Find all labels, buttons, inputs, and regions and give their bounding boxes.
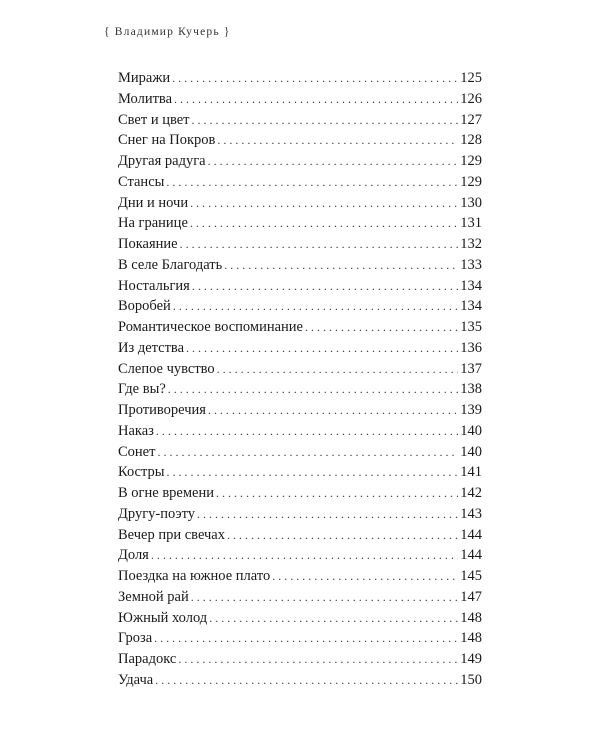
toc-entry-title: Ностальгия [118,277,190,294]
toc-entry [118,504,482,525]
toc-entry-page: 139 [460,402,482,418]
toc-entry-title: Наказ [118,422,154,439]
toc-entry [118,649,482,670]
toc-entry [118,193,482,214]
toc-dot-leader [180,234,459,255]
toc-dot-leader [151,545,458,566]
toc-dot-leader [224,255,458,276]
toc-entry-page: 144 [460,526,482,543]
toc-entry-page: 147 [460,588,482,605]
running-header: { Владимир Кучерь } [104,26,231,38]
toc-entry-title: Другу-поэту [118,505,196,522]
toc-entry [118,68,482,89]
toc-entry-title: Снег на Покров [118,132,216,149]
toc-dot-leader [172,68,458,89]
toc-entry [118,110,482,131]
toc-entry [118,89,482,110]
toc-entry-page: 136 [460,339,482,356]
toc-entry-title: В огне времени [118,485,214,501]
toc-entry-page: 135 [460,319,482,335]
toc-entry-title: Другая радуга [118,153,206,169]
toc-dot-leader [227,525,458,546]
toc-entry [118,566,482,587]
toc-entry-title: Земной рай [118,588,189,605]
toc-dot-leader [173,296,458,317]
toc-entry-page: 140 [460,443,482,460]
toc-dot-leader [168,379,458,400]
toc-entry-page: 137 [460,360,482,377]
toc-dot-leader [272,566,458,587]
toc-entry-title: Романтическое воспоминание [118,319,303,335]
toc-dot-leader [208,151,459,172]
toc-dot-leader [192,110,459,131]
toc-dot-leader [192,276,458,297]
toc-entry-page: 144 [460,547,482,564]
toc-entry-title: Стансы [118,173,165,190]
toc-entry-title: Гроза [118,630,153,647]
toc-entry-page: 141 [460,464,482,481]
toc-entry-title: Доля [118,547,149,564]
toc-dot-leader [156,421,458,442]
toc-entry [118,130,482,151]
table-of-contents [118,68,482,691]
toc-entry-title: Парадокс [118,651,177,667]
toc-entry [118,234,482,255]
toc-entry-title: В селе Благодать [118,256,223,273]
toc-entry-title: Слепое чувство [118,360,215,377]
toc-dot-leader [190,213,458,234]
toc-entry [118,628,482,649]
toc-entry-page: 140 [460,422,482,439]
toc-dot-leader [155,670,458,691]
toc-dot-leader [166,172,458,193]
toc-entry-page: 129 [460,153,482,169]
toc-entry-page: 150 [460,671,482,688]
toc-entry [118,338,482,359]
toc-entry [118,608,482,629]
toc-entry-page: 130 [460,194,482,211]
toc-entry-title: Миражи [118,70,171,86]
toc-entry-title: Удача [118,671,154,688]
toc-entry [118,400,482,421]
toc-entry-title: Свет и цвет [118,111,190,128]
toc-entry [118,359,482,380]
toc-entry-page: 142 [460,485,482,501]
toc-entry-title: Вечер при свечах [118,526,225,543]
toc-entry [118,296,482,317]
toc-entry-page: 138 [460,381,482,398]
toc-entry [118,172,482,193]
toc-entry [118,276,482,297]
toc-entry [118,379,482,400]
toc-dot-leader [209,608,458,629]
toc-entry-title: На границе [118,215,188,232]
toc-entry [118,442,482,463]
toc-dot-leader [178,649,458,670]
toc-entry [118,213,482,234]
toc-entry [118,587,482,608]
toc-dot-leader [217,359,459,380]
toc-entry-page: 148 [460,609,482,626]
toc-dot-leader [190,193,458,214]
toc-entry-page: 134 [460,277,482,294]
toc-entry-title: Костры [118,464,165,481]
toc-entry-page: 149 [460,651,482,667]
toc-entry [118,670,482,691]
toc-dot-leader [197,504,458,525]
toc-entry [118,421,482,442]
toc-entry-title: Сонет [118,443,156,460]
toc-entry [118,255,482,276]
toc-dot-leader [191,587,459,608]
toc-dot-leader [167,462,459,483]
toc-entry [118,462,482,483]
toc-entry-title: Из детства [118,339,185,356]
toc-entry-title: Молитва [118,90,173,107]
toc-entry-page: 134 [460,298,482,315]
toc-dot-leader [157,442,458,463]
toc-dot-leader [216,483,458,504]
toc-dot-leader [174,89,458,110]
toc-entry-page: 148 [460,630,482,647]
toc-entry-page: 125 [460,70,482,86]
toc-entry-page: 129 [460,173,482,190]
toc-entry-page: 126 [460,90,482,107]
toc-entry-page: 132 [460,236,482,252]
toc-entry-title: Южный холод [118,609,208,626]
toc-entry-page: 143 [460,505,482,522]
toc-entry [118,151,482,172]
toc-entry-title: Поездка на южное плато [118,568,271,584]
toc-entry [118,317,482,338]
toc-entry [118,545,482,566]
toc-entry-page: 127 [460,111,482,128]
toc-entry-title: Дни и ночи [118,194,189,211]
toc-entry-page: 133 [460,256,482,273]
toc-entry [118,525,482,546]
toc-entry-page: 128 [460,132,482,149]
toc-entry-title: Где вы? [118,381,166,398]
toc-entry-page: 131 [460,215,482,232]
toc-entry-title: Противоречия [118,402,206,418]
toc-dot-leader [208,400,458,421]
toc-entry [118,483,482,504]
toc-dot-leader [305,317,458,338]
toc-dot-leader [217,130,458,151]
toc-entry-title: Покаяние [118,236,178,252]
toc-entry-page: 145 [460,568,482,584]
toc-entry-title: Воробей [118,298,171,315]
toc-dot-leader [154,628,458,649]
toc-dot-leader [186,338,458,359]
